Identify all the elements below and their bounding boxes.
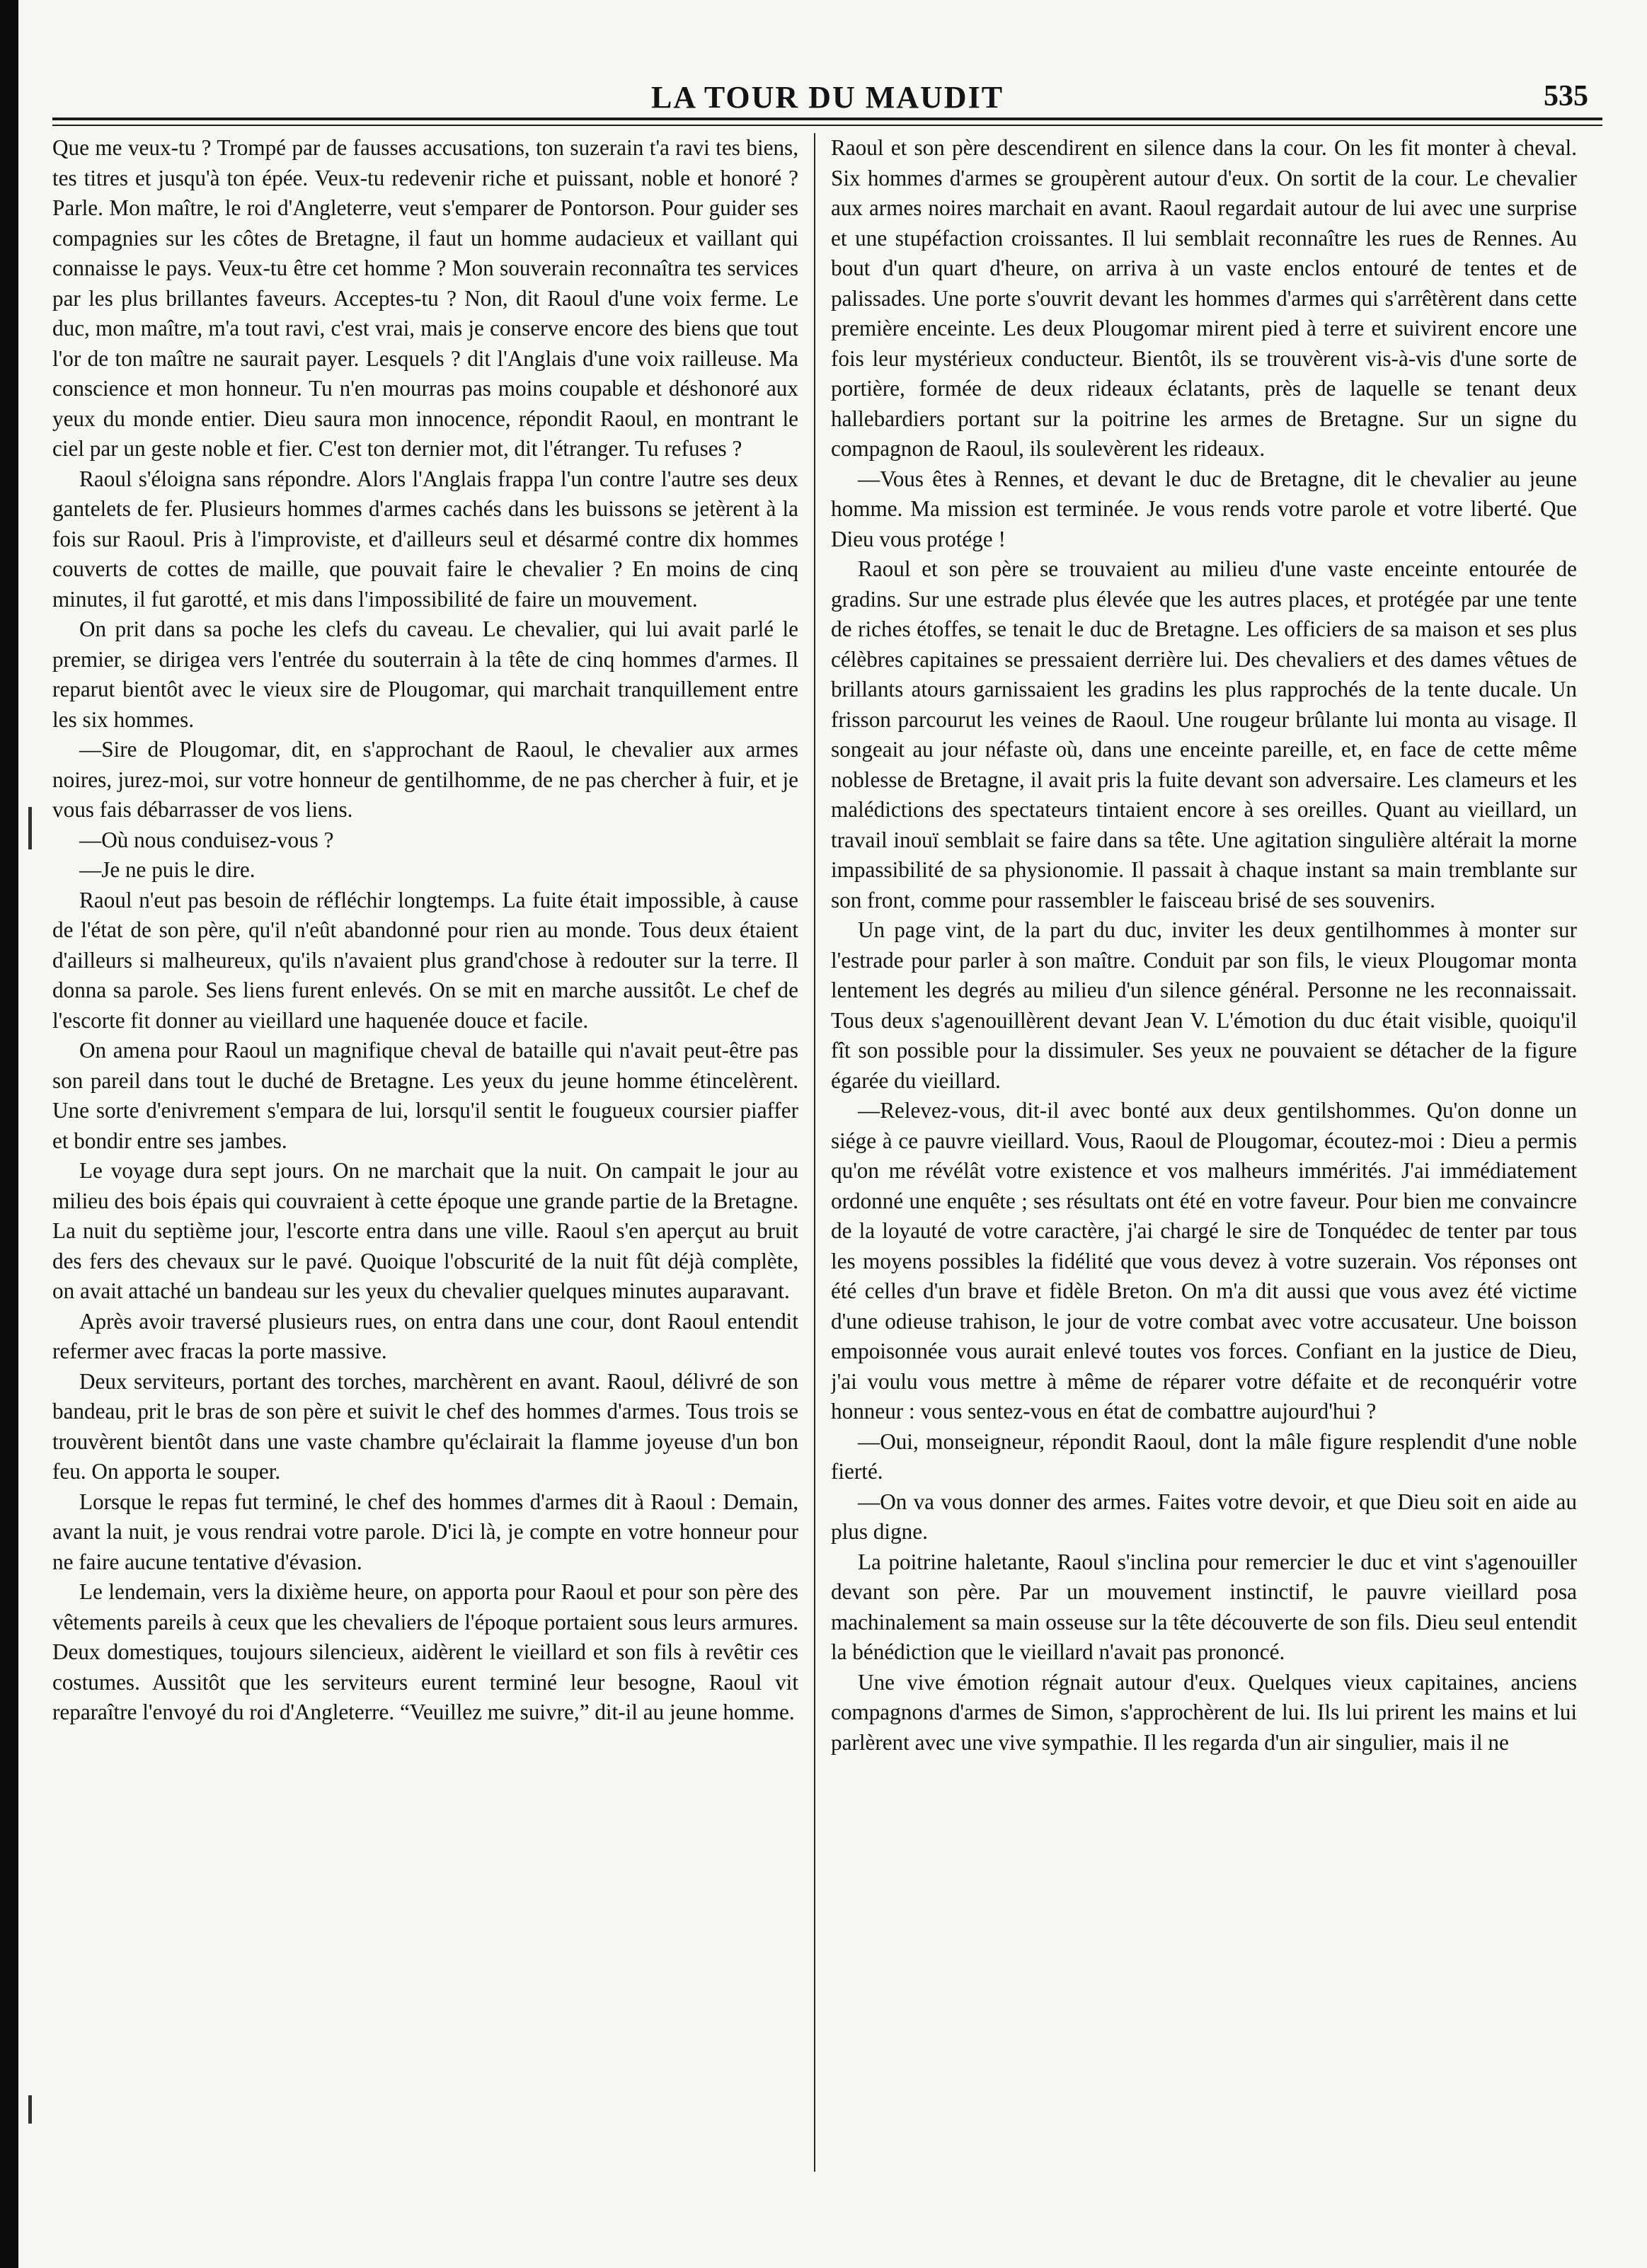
paragraph: Le lendemain, vers la dixième heure, on apporta pour Raoul et pour son père des vêtements pareils à ceux que les chevaliers de l'époque portaient sous leurs armures. Deux domestiques, toujours silencieux, aidèrent le vieillard et son fils à revêtir ces costumes. Aussitôt que les serviteurs eurent terminé leur besogne, Raoul vit reparaître l'envoyé du roi d'Angleterre. “Veuillez me suivre,” dit-il au jeune homme. (52, 1579, 798, 1724)
paragraph: Deux serviteurs, portant des torches, marchèrent en avant. Raoul, délivré de son bandeau, prit le bras de son père et suivit le chef des hommes d'armes. Tous trois se trouvèrent bientôt dans une vaste chambre qu'éclairait la flamme joyeuse d'un bon feu. On apporta le souper. (52, 1368, 798, 1484)
running-header (52, 79, 1602, 122)
paragraph: Raoul s'éloigna sans répondre. Alors l'Anglais frappa l'un contre l'autre ses deux gantelets de fer. Plusieurs hommes d'armes cachés dans les buissons se jetèrent à la fois sur Raoul. Pris à l'improviste, et d'ailleurs seul et désarmé contre dix hommes couverts de cottes de maille, que pouvait faire le chevalier ? En moins de cinq minutes, il fut garotté, et mis dans l'impossibilité de faire un mouvement. (52, 466, 798, 612)
paragraph: Un page vint, de la part du duc, inviter les deux gentilhommes à monter sur l'estrade pour parler à son maître. Conduit par son fils, le vieux Plougomar monta lentement les degrés au milieu d'un silence général. Personne ne les reconnaissait. Tous deux s'agenouillèrent devant Jean V. L'émotion du duc était visible, quoiqu'il fît son possible pour la dissimuler. Ses yeux ne pouvaient se détacher de la figure égarée du vieillard. (831, 917, 1577, 1093)
paragraph: Raoul et son père descendirent en silence dans la cour. On les fit monter à cheval. Six hommes d'armes se groupèrent autour d'eux. On sortit de la cour. Le chevalier aux armes noires marchait en avant. Raoul regardait autour de lui avec une surprise et une stupéfaction croissantes. Il lui semblait reconnaître les rues de Rennes. Au bout d'un quart d'heure, on arriva à un vaste enclos entouré de tentes et de palissades. Une porte s'ouvrit devant les hommes d'armes qui s'arrêtèrent dans cette première enceinte. Les deux Plougomar mirent pied à terre et suivirent encore une fois leur mystérieux conducteur. Bientôt, ils se trouvèrent vis-à-vis d'une sorte de portière, formée de deux rideaux éclatants, près de laquelle se tenant deux hallebardiers portant sur la poitrine les armes de Bretagne. Sur un signe du compagnon de Raoul, ils soulevèrent les rideaux. (831, 135, 1577, 461)
paragraph: —On va vous donner des armes. Faites votre devoir, et que Dieu soit en aide au plus digne. (831, 1489, 1577, 1544)
paragraph: Raoul et son père se trouvaient au milieu d'une vaste enceinte entourée de gradins. Sur une estrade plus élevée que les autres places, et protégée par une tente de riches étoffes, se tenait le duc de Bretagne. Les officiers de sa maison et ses plus célèbres capitaines se pressaient derrière lui. Des chevaliers et des dames vêtues de brillants atours garnissaient les gradins les plus rapprochés de la tente ducale. Un frisson parcourut les veines de Raoul. Une rougeur brûlante lui monta au visage. Il songeait au jour néfaste où, dans une enceinte pareille, et, en face de cette même noblesse de Bretagne, il avait pris la fuite devant son adversaire. Les clameurs et les malédictions des spectateurs tintaient encore à ses oreilles. Quant au vieillard, un travail inouï semblait se faire dans sa tête. Une agitation singulière altérait la morne impassibilité de sa physionomie. Il passait à chaque instant sa main tremblante sur son front, comme pour rassembler le faisceau brisé de ses souvenirs. (831, 556, 1577, 912)
paragraph: —Oui, monseigneur, répondit Raoul, dont la mâle figure resplendit d'une noble fierté. (831, 1428, 1577, 1484)
paragraph: —Sire de Plougomar, dit, en s'approchant de Raoul, le chevalier aux armes noires, jurez-moi, sur votre honneur de gentilhomme, de ne pas chercher à fuir, et je vous fais débarrasser de vos liens. (52, 737, 798, 822)
paragraph: Une vive émotion régnait autour d'eux. Quelques vieux capitaines, anciens compagnons d'armes de Simon, s'approchèrent de lui. Ils lui prirent les mains et lui parlèrent avec une vive sympathie. Il les regarda d'un air singulier, mais il ne (831, 1669, 1577, 1755)
paragraph: La poitrine haletante, Raoul s'inclina pour remercier le duc et vint s'agenouiller devant son père. Par un mouvement instinctif, le pauvre vieillard posa machinalement sa main osseuse sur la tête découverte de son fils. Dieu seul entendit la bénédiction que le vieillard n'avait pas prononcé. (831, 1549, 1577, 1664)
paragraph: —Vous êtes à Rennes, et devant le duc de Bretagne, dit le chevalier au jeune homme. Ma mission est terminée. Je vous rends votre parole et votre liberté. Que Dieu vous protége ! (831, 466, 1577, 551)
paragraph: —Où nous conduisez-vous ? (79, 827, 334, 852)
column-divider (814, 133, 815, 2172)
margin-mark (28, 807, 32, 849)
paragraph: —Je ne puis le dire. (79, 857, 256, 882)
page-spine-edge (0, 0, 18, 2268)
paragraph: Le voyage dura sept jours. On ne marchait que la nuit. On campait le jour au milieu des bois épais qui couvraient à cette époque une grande partie de la Bretagne. La nuit du septième jour, l'escorte entra dans une ville. Raoul s'en aperçut au bruit des fers des chevaux sur le pavé. Quoique l'obscurité de la nuit fût déjà complète, on avait attaché un bandeau sur les yeux du chevalier quelques minutes auparavant. (52, 1158, 798, 1303)
document-page (52, 0, 1602, 2268)
paragraph: —Relevez-vous, dit-il avec bonté aux deux gentilshommes. Qu'on donne un siége à ce pauvre vieillard. Vous, Raoul de Plougomar, écoutez-moi : Dieu a permis qu'on me révélât votre existence et vos malheurs immérités. J'ai immédiatement ordonné une enquête ; ses résultats ont été en votre faveur. Pour bien me convaincre de la loyauté de votre caractère, j'ai chargé le sire de Tonquédec de tenter par tous les moyens possibles la fidélité que vous devez à votre suzerain. Vos réponses ont été celles d'un brave et fidèle Breton. On m'a dit aussi que vous avez été victime d'une odieuse trahison, le jour de votre combat avec votre accusateur. Une boisson empoisonnée vous aurait enlevé toutes vos forces. Confiant en la justice de Dieu, j'ai voulu vous mettre à même de réparer votre défaite et de reconquérir votre honneur : vous sentez-vous en état de combattre aujourd'hui ? (831, 1098, 1577, 1424)
margin-mark (28, 2095, 32, 2124)
paragraph: Lorsque le repas fut terminé, le chef des hommes d'armes dit à Raoul : Demain, avant la nuit, je vous rendrai votre parole. D'ici là, je compte en votre honneur pour ne faire aucune tentative d'évasion. (52, 1489, 798, 1574)
paragraph: Que me veux-tu ? Trompé par de fausses accusations, ton suzerain t'a ravi tes biens, tes titres et jusqu'à ton épée. Veux-tu redevenir riche et puissant, noble et honoré ? Parle. Mon maître, le roi d'Angleterre, veut s'emparer de Pontorson. Pour guider ses compagnies sur les côtes de Bretagne, il faut un homme audacieux et vaillant qui connaisse le pays. Veux-tu être cet homme ? Mon souverain reconnaîtra tes services par les plus brillantes faveurs. Acceptes-tu ? Non, dit Raoul d'une voix ferme. Le duc, mon maître, m'a tout ravi, c'est vrai, mais je conserve encore des biens que tout l'or de ton maître ne saurait payer. Lesquels ? dit l'Anglais d'une voix railleuse. Ma conscience et mon honneur. Tu n'en mourras pas moins coupable et déshonoré aux yeux du monde entier. Dieu saura mon innocence, répondit Raoul, en montrant le ciel par un geste noble et fier. C'est ton dernier mot, dit l'étranger. Tu refuses ? (52, 135, 798, 461)
paragraph: On amena pour Raoul un magnifique cheval de bataille qui n'avait peut-être pas son pareil dans tout le duché de Bretagne. Les yeux du jeune homme étincelèrent. Une sorte d'enivrement s'empara de lui, lorsqu'il sentit le fougueux coursier piaffer et bondir entre ses jambes. (52, 1038, 798, 1153)
running-title: LA TOUR DU MAUDIT (650, 80, 1004, 115)
right-column (831, 133, 1577, 2172)
header-rule-thin (52, 125, 1602, 126)
paragraph: Après avoir traversé plusieurs rues, on entra dans une cour, dont Raoul entendit refermer avec fracas la porte massive. (52, 1308, 798, 1363)
left-column (52, 133, 798, 2172)
paragraph: On prit dans sa poche les clefs du caveau. Le chevalier, qui lui avait parlé le premier, se dirigea vers l'entrée du souterrain à la tête de cinq hommes d'armes. Il reparut bientôt avec le vieux sire de Plougomar, qui marchait tranquillement entre les six hommes. (52, 617, 798, 732)
header-rule-thick (52, 118, 1602, 120)
paragraph: Raoul n'eut pas besoin de réfléchir longtemps. La fuite était impossible, à cause de l'état de son père, qu'il n'eût abandonné pour rien au monde. Tous deux étaient d'ailleurs si malheureux, qu'ils n'avaient plus grand'chose à redouter sur la terre. Il donna sa parole. Ses liens furent enlevés. On se mit en marche aussitôt. Le chef de l'escorte fit donner au vieillard une haquenée douce et facile. (52, 887, 798, 1033)
page-number: 535 (1544, 80, 1588, 113)
